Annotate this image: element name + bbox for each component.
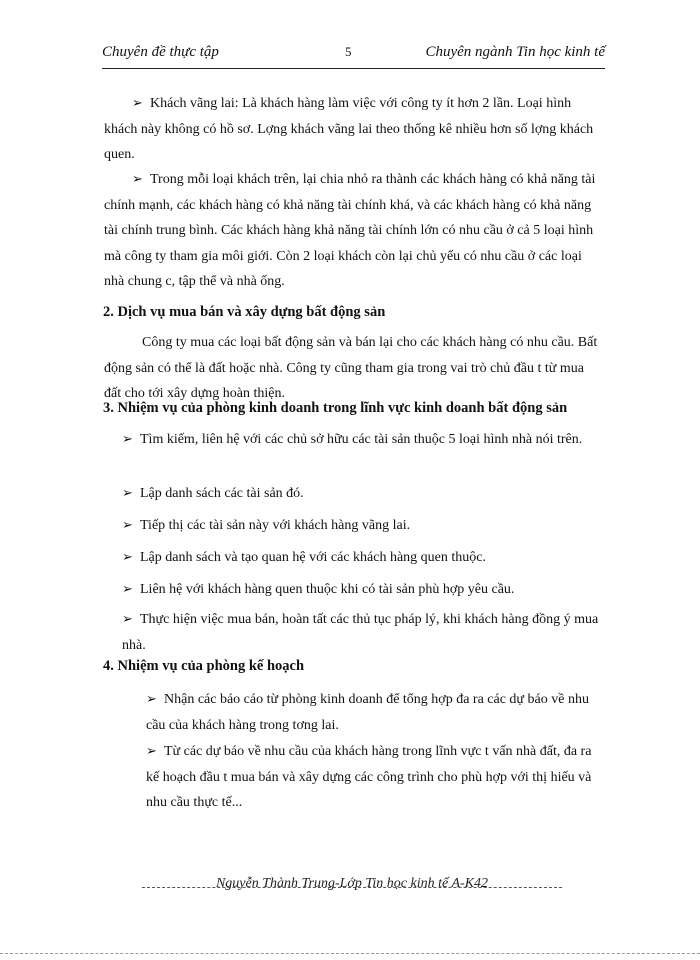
list-item-text: Thực hiện việc mua bán, hoàn tất các thủ tục pháp lý, khi khách hàng đồng ý mua nhà. <box>122 612 599 653</box>
list-item <box>122 576 600 603</box>
arrowhead-bullet-icon: ➢ <box>122 549 133 564</box>
list-item <box>122 426 600 453</box>
list-item-text: Tìm kiếm, liên hệ với các chủ sở hữu các tài sản thuộc 5 loại hình nhà nói trên. <box>140 432 583 447</box>
bullet-text: Khách vãng lai: Là khách hàng làm việc với công ty ít hơn 2 lần. Loại hình khách này không có hồ sơ. Lợng khách vãng lai theo thống kê nhiều hơn số lợng khách quen. <box>104 96 594 162</box>
bullet-text: Trong mỗi loại khách trên, lại chia nhỏ ra thành các khách hàng có khả năng tài chính mạnh, các khách hàng có khả năng tài chính khá, và các khách hàng có khả năng tài chính trung bình. Các khách hàng khả năng tài chính lớn có nhu cầu ở cả 5 loại hình mà công ty tham gia môi giới. Còn 2 loại khách còn lại chủ yếu có nhu cầu ở các loại nhà chung c, tập thể và nhà ống. <box>104 172 596 289</box>
header-left-title: Chuyên đề thực tập <box>102 44 219 60</box>
list-item-text: Tiếp thị các tài sản này với khách hàng vãng lai. <box>140 518 411 533</box>
list-item <box>122 512 600 539</box>
list-item <box>122 480 600 507</box>
list-item <box>122 544 600 571</box>
arrowhead-bullet-icon: ➢ <box>122 581 133 596</box>
list-item <box>146 738 600 816</box>
page-header <box>102 44 605 69</box>
arrowhead-bullet-icon: ➢ <box>146 743 157 758</box>
arrowhead-bullet-icon: ➢ <box>122 611 133 626</box>
arrowhead-bullet-icon: ➢ <box>122 485 133 500</box>
section-heading: 4. Nhiệm vụ của phòng kế hoạch <box>103 658 305 674</box>
list-item-text: Lập danh sách các tài sản đó. <box>140 486 304 501</box>
list-item-text: Lập danh sách và tạo quan hệ với các khách hàng quen thuộc. <box>140 550 486 565</box>
page-footer <box>142 876 562 900</box>
list-item-text: Liên hệ với khách hàng quen thuộc khi có tài sản phù hợp yêu cầu. <box>140 582 515 597</box>
arrowhead-bullet-icon: ➢ <box>122 431 133 446</box>
arrowhead-bullet-icon: ➢ <box>146 691 157 706</box>
section-heading: 3. Nhiệm vụ của phòng kinh doanh trong lĩnh vực kinh doanh bất động sản <box>103 400 568 416</box>
section-heading: 2. Dịch vụ mua bán và xây dựng bất động sản <box>103 304 386 320</box>
bullet-item <box>104 90 600 168</box>
list-item <box>122 606 600 658</box>
header-right-title: Chuyên ngành Tin học kinh tế <box>425 44 605 60</box>
list-item-text: Nhận các báo cáo từ phòng kinh doanh để tổng hợp đa ra các dự báo về nhu cầu của khách hàng trong tơng lai. <box>146 692 589 733</box>
arrowhead-bullet-icon: ➢ <box>122 517 133 532</box>
footer-author-text: Nguyễn Thành Trung-Lớp Tin học kinh tế A-K42 <box>215 876 489 891</box>
list-item-text: Từ các dự báo về nhu cầu của khách hàng trong lĩnh vực t vấn nhà đất, đa ra kế hoạch đầu t mua bán và xây dựng các công trình cho phù hợp với thị hiếu và nhu cầu thực tế... <box>146 744 592 810</box>
section-paragraph: Công ty mua các loại bất động sản và bán lại cho các khách hàng có nhu cầu. Bất động sản có thể là đất hoặc nhà. Công ty cũng tham gia trong vai trò chủ đầu t từ mua đất cho tới xây dựng hoàn thiện. <box>104 335 598 401</box>
bottom-dashed-rule <box>0 953 700 954</box>
page-number: 5 <box>345 44 352 59</box>
bullet-item <box>104 166 600 295</box>
arrowhead-bullet-icon: ➢ <box>132 95 143 110</box>
arrowhead-bullet-icon: ➢ <box>132 171 143 186</box>
list-item <box>146 686 600 738</box>
